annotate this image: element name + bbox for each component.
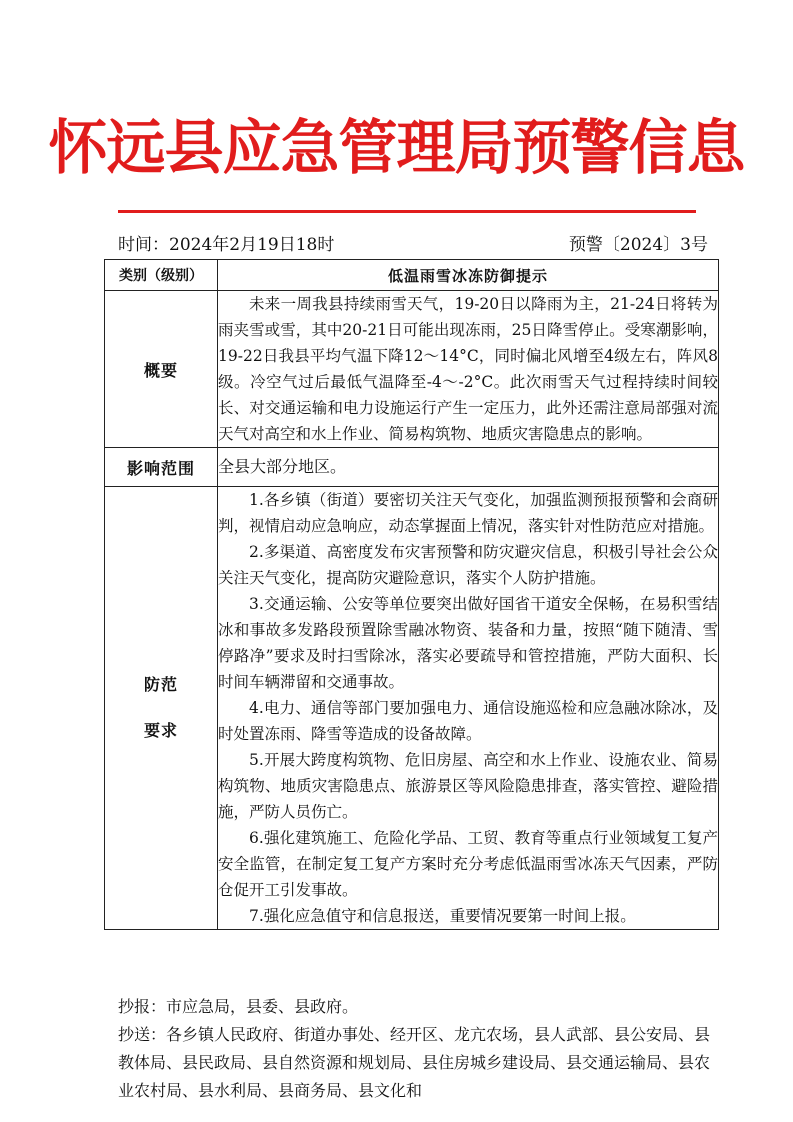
- distribution-footer: [118, 993, 718, 1105]
- measure-item: 2.多渠道、高密度发布灾害预警和防灾避灾信息，积极引导社会公众关注天气变化，提高防灾避险意识，落实个人防护措施。: [218, 543, 718, 587]
- scope-text: 全县大部分地区。: [218, 448, 719, 487]
- measures-row: [105, 487, 719, 930]
- measures-cell: [218, 487, 719, 930]
- measure-item: 7.强化应急值守和信息报送，重要情况要第一时间上报。: [249, 907, 636, 925]
- measures-label-line-2: 要求: [143, 721, 178, 740]
- warning-table: [104, 259, 719, 930]
- overview-text: 未来一周我县持续雨雪天气，19-20日以降雨为主，21-24日将转为雨夹雪或雪，其中20-21日可能出现冻雨，25日降雪停止。受寒潮影响，19-22日我县平均气温下降12～14°C，同时偏北风增至4级左右，阵风8级。冷空气过后最低气温降至-4～-2°C。此次雨雪天气过程持续时间较长、对交通运输和电力设施运行产生一定压力，此外还需注意局部强对流天气对高空和水上作业、简易构筑物、地质灾害隐患点的影响。: [218, 295, 718, 443]
- measures-label-line-1: 防范: [143, 675, 178, 694]
- issue-time: 时间：2024年2月19日18时: [118, 235, 335, 255]
- measure-item: 1.各乡镇（街道）要密切关注天气变化，加强监测预报预警和会商研判，视情启动应急响应，动态掌握面上情况，落实针对性防范应对措施。: [218, 491, 718, 535]
- measure-item: 4.电力、通信等部门要加强电力、通信设施巡检和应急融冰除冰，及时处置冻雨、降雪等造成的设备故障。: [218, 699, 718, 743]
- measure-item: 5.开展大跨度构筑物、危旧房屋、高空和水上作业、设施农业、简易构筑物、地质灾害隐患点、旅游景区等风险隐患排查，落实管控、避险措施，严防人员伤亡。: [218, 751, 718, 821]
- overview-cell: [218, 291, 719, 448]
- category-value: 低温雨雪冰冻防御提示: [218, 260, 719, 291]
- copy-to: 抄送：各乡镇人民政府、街道办事处、经开区、龙亢农场，县人武部、县公安局、县教体局、县民政局、县自然资源和规划局、县住房城乡建设局、县交通运输局、县农业农村局、县水利局、县商务局、县文化和: [118, 1025, 711, 1100]
- report-to: 抄报：市应急局，县委、县政府。: [118, 997, 359, 1016]
- overview-row: [105, 291, 719, 448]
- measures-label: [105, 487, 218, 930]
- document-number: 预警〔2024〕3号: [568, 235, 708, 255]
- measure-item: 6.强化建筑施工、危险化学品、工贸、教育等重点行业领域复工复产安全监管，在制定复工复产方案时充分考虑低温雨雪冰冻天气因素，严防仓促开工引发事故。: [218, 829, 718, 899]
- document-title: 怀远县应急管理局预警信息: [48, 113, 745, 182]
- overview-label: 概要: [105, 291, 218, 448]
- title-divider: [118, 210, 696, 213]
- table-header-row: [105, 260, 719, 291]
- scope-label: 影响范围: [105, 448, 218, 487]
- category-label: 类别（级别）: [105, 260, 218, 291]
- scope-row: [105, 448, 719, 487]
- measure-item: 3.交通运输、公安等单位要突出做好国省干道安全保畅，在易积雪结冰和事故多发路段预置除雪融冰物资、装备和力量，按照“随下随清、雪停路净”要求及时扫雪除冰，落实必要疏导和管控措施，严防大面积、长时间车辆滞留和交通事故。: [218, 595, 718, 691]
